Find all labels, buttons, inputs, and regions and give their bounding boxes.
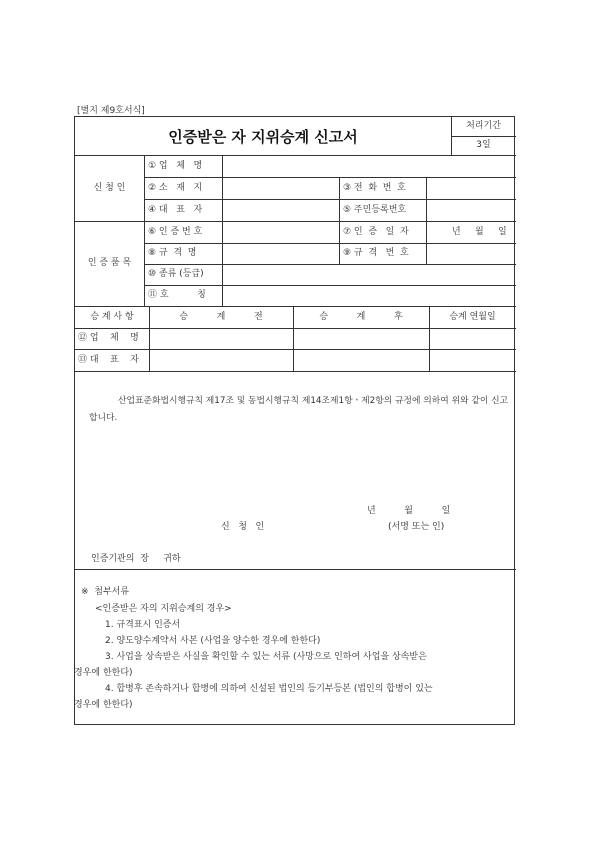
processing-value: 3일 <box>476 140 491 150</box>
succession-header: 승 계 사 항 <box>90 312 134 322</box>
succession-rep-after-field[interactable] <box>295 351 427 369</box>
company-field[interactable] <box>224 157 514 175</box>
succession-date-header: 승계 연월일 <box>449 312 496 322</box>
rule-item-1 <box>144 243 516 244</box>
cert-date-label: ⑦ 인 증 일 자 <box>343 227 409 237</box>
rule-item-3 <box>144 285 516 286</box>
declaration-text: 산업표준화법시행규칙 제17조 및 동법시행규칙 제14조제1항ㆍ제2항의 규정에 의하여 위와 같이 신고합니다. <box>89 396 509 423</box>
attachment-item-4: 4. 합병후 존속하거나 합병에 의하여 신설된 법인의 등기부등본 (법인의 합병이 있는 <box>105 684 433 694</box>
rule-processing-mid <box>451 136 516 137</box>
spec-no-field[interactable] <box>428 245 514 262</box>
succession-date-field[interactable] <box>431 330 514 369</box>
rule-section-label <box>144 155 145 306</box>
address-label: ② 소 재 지 <box>148 183 203 193</box>
rule-right-label-right-a <box>426 177 427 221</box>
succession-rep-label: ⑬ 대 표 자 <box>78 355 139 365</box>
attachment-item-2: 2. 양도양수계약서 사본 (사업을 양수한 경우에 한한다) <box>105 636 321 646</box>
rule-succession-1 <box>75 328 516 329</box>
rule-section-4 <box>75 569 516 570</box>
phone-label: ③ 전 화 번 호 <box>343 183 406 193</box>
spec-no-label: ⑨ 규 격 번 호 <box>343 248 409 258</box>
designation-field[interactable] <box>224 287 514 304</box>
rule-right-label-left <box>339 221 340 264</box>
attachment-item-3: 3. 사업을 상속받은 사실을 확인할 수 있는 서류 (사망으로 인하여 사업을 상속받은 <box>105 652 427 662</box>
succession-after-header: 승 계 후 <box>319 312 403 322</box>
form-title: 인증받은 자 지위승계 신고서 <box>168 128 358 146</box>
address-field[interactable] <box>224 179 337 197</box>
cert-date-field[interactable]: 년 월 일 <box>452 227 507 237</box>
company-label: ① 업 체 명 <box>148 161 203 171</box>
rep-label: ④ 대 표 자 <box>148 205 203 215</box>
cert-no-label: ⑥ 인 증 번 호 <box>148 227 203 237</box>
addressee: 인증기관의 장 귀하 <box>91 554 181 564</box>
form-reference: [별지 제9호서식] <box>77 106 145 116</box>
resident-no-field[interactable] <box>428 201 514 219</box>
item-section-label: 인 증 품 목 <box>87 258 132 268</box>
rep-field[interactable] <box>224 201 337 219</box>
cert-no-field[interactable] <box>224 223 337 241</box>
kind-field[interactable] <box>224 266 514 283</box>
rule-field-label <box>222 155 223 306</box>
rule-right-label-right-b <box>426 221 427 264</box>
rule-section-3 <box>75 371 516 372</box>
spec-name-field[interactable] <box>224 245 337 262</box>
applicant-section-label: 신 청 인 <box>93 183 126 193</box>
rule-item-2 <box>144 264 516 265</box>
rule-section-1 <box>75 221 516 222</box>
succession-rep-before-field[interactable] <box>151 351 291 369</box>
applicant-sign-label: 신 청 인 <box>221 522 265 532</box>
rule-section-2 <box>75 306 516 307</box>
succession-before-header: 승 계 전 <box>179 312 263 322</box>
processing-label: 처리기간 <box>466 121 501 131</box>
succession-company-label: ⑫ 업 체 명 <box>78 333 139 343</box>
rule-right-label-left-a <box>339 177 340 221</box>
attachment-item-1: 1. 규격표시 인증서 <box>105 620 181 630</box>
declaration-date: 년 월 일 <box>367 506 451 516</box>
attachment-item-3-cont: 경우에 한한다) <box>74 668 133 678</box>
rule-title-bottom <box>75 155 516 156</box>
attachment-item-4-cont: 경우에 한한다) <box>74 700 133 710</box>
succession-company-before-field[interactable] <box>151 330 291 347</box>
kind-label: ⑩ 종류 (등급) <box>148 269 204 279</box>
succession-company-after-field[interactable] <box>295 330 427 347</box>
signature-field[interactable]: (서명 또는 인) <box>388 522 445 532</box>
attachments-header: ※ 첨부서류 <box>81 587 130 597</box>
resident-no-label: ⑤ 주민등록번호 <box>343 205 407 215</box>
designation-label: ⑪ 호 칭 <box>148 290 206 300</box>
rule-applicant-1 <box>144 177 516 178</box>
declaration-form <box>74 116 515 725</box>
spec-name-label: ⑧ 규 격 명 <box>148 248 197 258</box>
attachments-subheader: <인증받은 자의 지위승계의 경우> <box>95 604 232 614</box>
phone-field[interactable] <box>428 179 514 197</box>
rule-applicant-2 <box>144 199 516 200</box>
